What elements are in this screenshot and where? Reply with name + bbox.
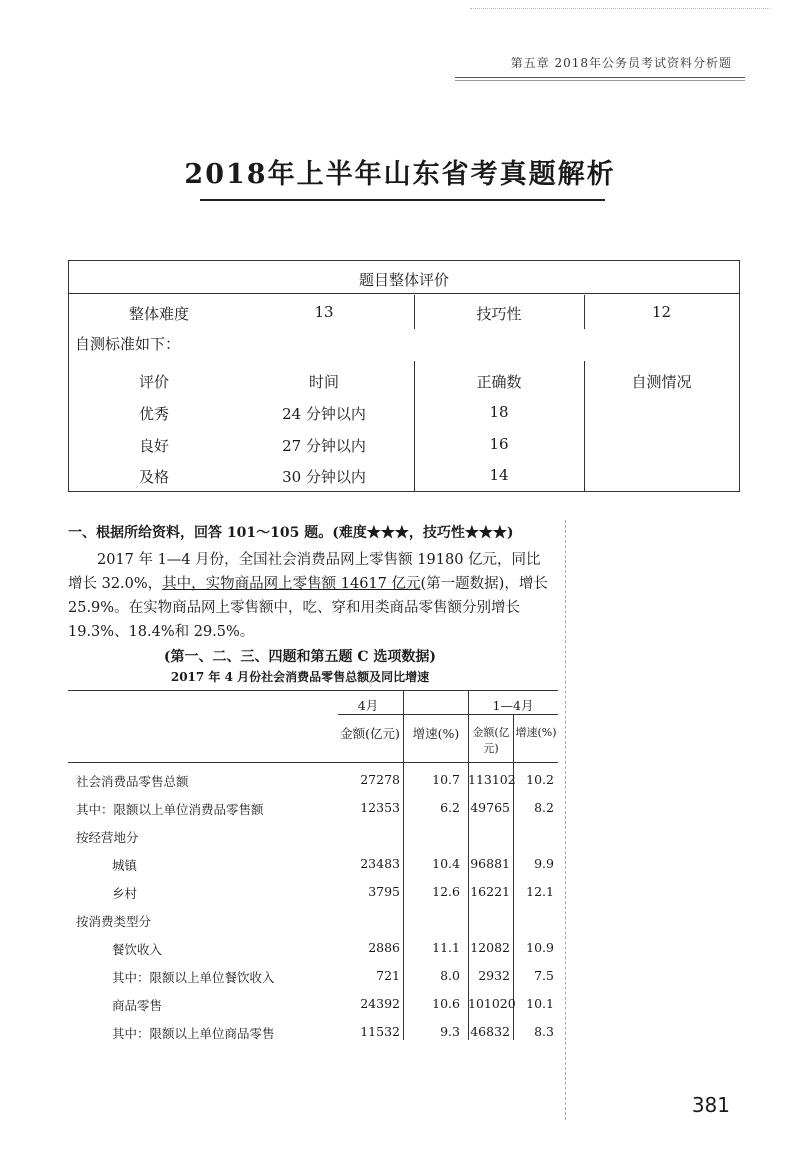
table-note: (第一、二、三、四题和第五题 C 选项数据) — [163, 649, 437, 665]
cell-april-growth: 10.4 — [432, 856, 460, 871]
skill-value: 12 — [651, 303, 672, 321]
cell-april-growth: 6.2 — [440, 800, 460, 815]
cell-cum-amount: 12082 — [470, 940, 510, 955]
group-april: 4月 — [357, 698, 379, 713]
col-amount: 金额(亿元) — [472, 726, 510, 755]
row-time: 24 分钟以内 — [282, 405, 366, 423]
cell-cum-growth: 7.5 — [534, 968, 554, 983]
table-rule — [68, 690, 558, 691]
question-paragraph — [68, 548, 548, 644]
para-text: 2017 年 1—4 月份，全国社会消费品网上零售额 19180 亿元，同比增长 32.0%， — [68, 552, 541, 592]
cell-cum-growth: 10.2 — [526, 772, 554, 787]
cell-cum-amount: 113102 — [468, 772, 516, 787]
col-grade: 评价 — [138, 373, 169, 391]
row-correct: 14 — [489, 466, 509, 484]
cell-april-growth: 8.0 — [440, 968, 460, 983]
cell-april-growth: 11.1 — [432, 940, 460, 955]
cell-april-amount: 721 — [376, 968, 400, 983]
row-label: 按消费类型分 — [76, 914, 152, 929]
row-grade: 及格 — [138, 468, 169, 486]
row-time: 30 分钟以内 — [282, 468, 366, 486]
header-rule — [455, 77, 745, 78]
cell-cum-amount: 2932 — [478, 968, 510, 983]
cell-cum-growth: 9.9 — [534, 856, 554, 871]
cell-cum-growth: 8.2 — [534, 800, 554, 815]
cell-cum-amount: 49765 — [470, 800, 510, 815]
row-label: 按经营地分 — [76, 830, 139, 845]
col-growth: 增速(%) — [412, 726, 460, 741]
cell-april-amount: 23483 — [360, 856, 400, 871]
row-label: 其中：限额以上单位消费品零售额 — [76, 802, 264, 817]
col-amount: 金额(亿元) — [340, 726, 400, 741]
cell-april-amount: 27278 — [360, 772, 400, 787]
cell-cum-growth: 10.9 — [526, 940, 554, 955]
cell-april-amount: 11532 — [360, 1024, 400, 1039]
margin-dashes — [565, 520, 566, 1120]
row-label: 其中：限额以上单位商品零售 — [112, 1026, 275, 1041]
table-title: 2017 年 4 月份社会消费品零售总额及同比增速 — [170, 670, 430, 684]
title-underline — [200, 199, 605, 201]
row-label: 社会消费品零售总额 — [76, 774, 189, 789]
table-row — [68, 766, 558, 794]
cell-cum-growth: 10.1 — [526, 996, 554, 1011]
table-row — [68, 850, 558, 878]
col-correct: 正确数 — [476, 373, 522, 391]
difficulty-label: 整体难度 — [128, 305, 189, 323]
cell-april-amount: 12353 — [360, 800, 400, 815]
table-rule — [68, 762, 558, 763]
table-row — [68, 990, 558, 1018]
page-title: 2018年上半年山东省考真题解析 — [184, 159, 616, 190]
cell-cum-amount: 46832 — [470, 1024, 510, 1039]
table-row — [68, 822, 558, 850]
table-row — [68, 878, 558, 906]
question-intro: 一、根据所给资料，回答 101～105 题。(难度★★★，技巧性★★★) — [68, 525, 514, 541]
cell-april-growth: 12.6 — [432, 884, 460, 899]
para-underlined: 其中，实物商品网上零售额 14617 亿元 — [162, 576, 421, 592]
eval-rule — [69, 293, 739, 294]
header-rule-thin — [455, 80, 745, 81]
row-label: 其中：限额以上单位餐饮收入 — [112, 970, 275, 985]
row-label: 餐饮收入 — [112, 942, 163, 957]
top-edge-dots — [470, 8, 770, 10]
table-row — [68, 1018, 558, 1046]
table-row — [68, 906, 558, 934]
cell-april-amount: 3795 — [368, 884, 400, 899]
row-time: 27 分钟以内 — [282, 437, 366, 455]
row-label: 商品零售 — [112, 998, 163, 1013]
skill-label: 技巧性 — [476, 305, 522, 323]
cell-cum-amount: 16221 — [470, 884, 510, 899]
cell-april-amount: 24392 — [360, 996, 400, 1011]
cell-april-amount: 2886 — [368, 940, 400, 955]
cell-april-growth: 9.3 — [440, 1024, 460, 1039]
table-row — [68, 934, 558, 962]
cell-april-growth: 10.6 — [432, 996, 460, 1011]
cell-cum-amount: 101020 — [468, 996, 516, 1011]
difficulty-value: 13 — [314, 303, 334, 321]
table-row — [68, 962, 558, 990]
cell-cum-growth: 12.1 — [526, 884, 554, 899]
para-text: (第一题数据)，增长 25.9%。在实物商品网上零售额中，吃、穿和用类商品零售额分别增长 19.3%、18.4%和 29.5%。 — [68, 576, 548, 640]
row-correct: 16 — [489, 435, 509, 453]
running-head: 第五章 2018年公务员考试资料分析题 — [510, 56, 732, 70]
row-label: 乡村 — [112, 886, 138, 901]
row-grade: 优秀 — [138, 405, 169, 423]
evaluation-table — [68, 260, 740, 492]
cell-april-growth: 10.7 — [432, 772, 460, 787]
page-number: 381 — [691, 1093, 730, 1117]
row-grade: 良好 — [138, 437, 169, 455]
col-selfcheck: 自测情况 — [631, 373, 692, 391]
eval-header: 题目整体评价 — [358, 271, 449, 289]
col-time: 时间 — [308, 373, 339, 391]
table-row — [68, 794, 558, 822]
row-label: 城镇 — [112, 858, 138, 873]
table-rule — [338, 714, 558, 715]
cell-cum-amount: 96881 — [470, 856, 510, 871]
cell-cum-growth: 8.3 — [534, 1024, 554, 1039]
col-growth: 增速(%) — [515, 726, 557, 739]
group-jan-apr: 1—4月 — [492, 698, 534, 713]
row-correct: 18 — [489, 403, 509, 421]
standard-note: 自测标准如下： — [75, 335, 181, 353]
